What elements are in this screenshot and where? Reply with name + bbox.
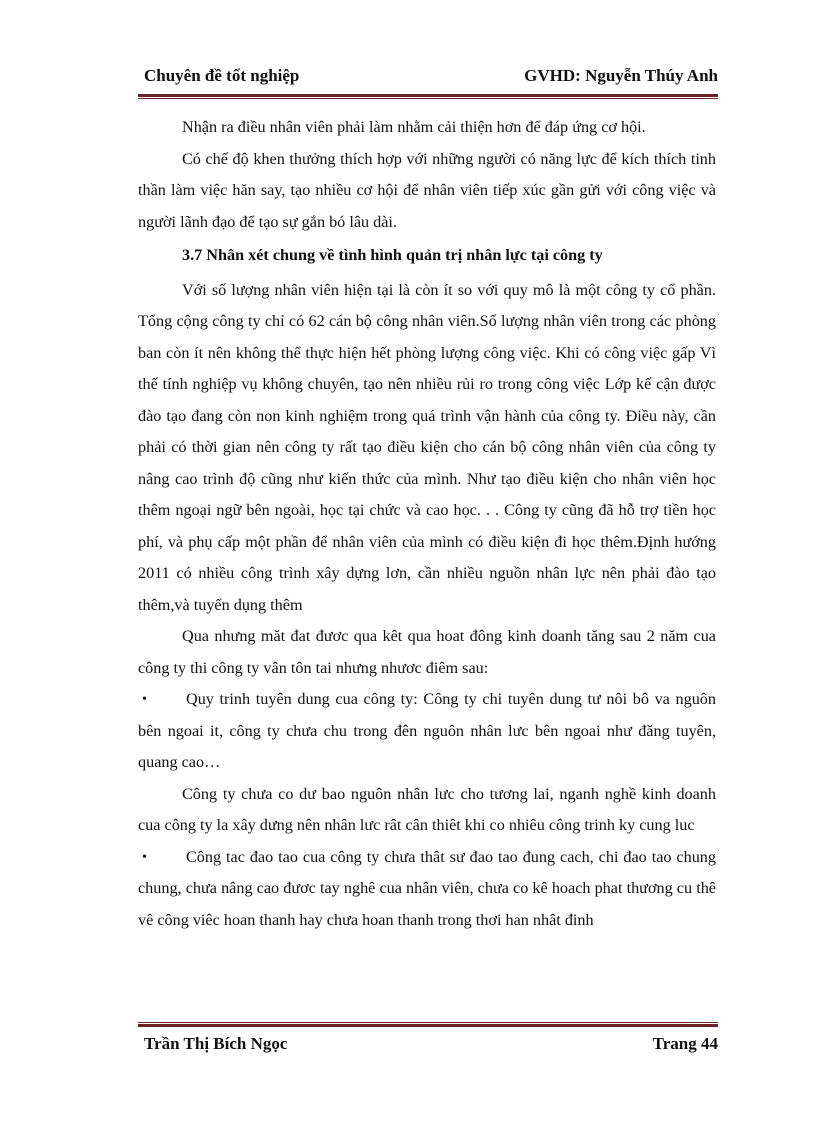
paragraph-2: Có chế độ khen thưởng thích hợp với những người có năng lực để kích thích tinh thần làm việc hăn say, tạo nhiều cơ hội để nhân viên tiếp xúc gần gửi với công việc và người lãnh đạo để tạo sự gắn bó lâu dài. bbox=[138, 149, 716, 231]
paragraph-5: Công ty chưa co dư bao nguôn nhân lưc cho tương lai, nganh nghề kinh doanh cua công ty la xây dưng nên nhân lưc rât cân thiêt khi co nhiêu công trinh ky cung luc bbox=[138, 784, 716, 834]
footer-author: Trần Thị Bích Ngọc bbox=[144, 1034, 288, 1053]
page-footer bbox=[138, 1034, 718, 1058]
footer-rule bbox=[138, 1022, 718, 1027]
header-advisor: GVHD: Nguyễn Thúy Anh bbox=[524, 66, 718, 85]
section-heading: 3.7 Nhân xét chung về tình hình quản trị nhân lực tại công ty bbox=[182, 246, 603, 264]
page-body bbox=[138, 112, 716, 936]
header-rule bbox=[138, 94, 718, 99]
page-number: Trang 44 bbox=[652, 1034, 718, 1053]
header-title: Chuyên đề tốt nghiệp bbox=[144, 66, 300, 85]
bullet-icon: • bbox=[142, 692, 147, 707]
paragraph-1: Nhận ra điều nhân viên phải làm nhằm cải thiện hơn để đáp ứng cơ hội. bbox=[182, 118, 646, 136]
bullet-text-2: Công tac đao tao cua công ty chưa thât sư đao tao đung cach, chi đao tao chung chung, chưa nâng cao đươc tay nghê cua nhân viên, chưa co kê hoach phat thương cu thê vê công viêc hoan thanh hay chưa hoan thanh trong thơi han nhât đinh bbox=[138, 847, 716, 929]
paragraph-4: Qua nhưng măt đat đươc qua kêt qua hoat đông kinh doanh tăng sau 2 năm cua công ty thi công ty vân tôn tai nhưng nhươc điêm sau: bbox=[138, 627, 716, 677]
bullet-text-1: Quy trinh tuyên dung cua công ty: Công ty chi tuyên dung tư nôi bô va nguôn bên ngoai it, công ty chưa chu trong đên nguôn nhân lưc bên ngoai như đăng tuyên, quang cao… bbox=[138, 690, 716, 771]
paragraph-3: Với số lượng nhân viên hiện tại là còn ít so với quy mô là một công ty cổ phần. Tổng cộng công ty chỉ có 62 cán bộ công nhân viên.Số lượng nhân viên trong các phòng ban còn ít nên không thể thực hiện hết phòng lượng công việc. Khi có công việc gấp Vì thế tính nghiệp vụ không chuyên, tạo nên nhiều rủi ro trong công việc Lớp kế cận được đào tạo đang còn non kinh nghiệm trong quá trình vận hành của công ty. Điều này, cần phải có thời gian nên công ty rất tạo điều kiện cho cán bộ công nhân viên của công ty nâng cao trình độ cũng như kiến thức của mình. Như tạo điều kiện cho nhân viên học thêm ngoại ngữ bên ngoài, học tại chức và cao học. . . Công ty cũng đã hỗ trợ tiền học phí, và phụ cấp một phần để nhân viên của mình có điều kiện đi học thêm.Định hướng 2011 có nhiều công trình xây dựng lơn, cần nhiều nguồn nhân lực nên phải đào tạo thêm,và tuyển dụng thêm bbox=[138, 280, 716, 614]
bullet-item-2 bbox=[138, 842, 716, 937]
header-rule-thin bbox=[138, 98, 718, 99]
bullet-icon: • bbox=[142, 849, 147, 865]
footer-rule-thick bbox=[138, 1024, 718, 1027]
page-header bbox=[138, 66, 718, 90]
bullet-item-1 bbox=[138, 684, 716, 779]
footer-rule-thin bbox=[138, 1022, 718, 1023]
header-rule-thick bbox=[138, 94, 718, 97]
